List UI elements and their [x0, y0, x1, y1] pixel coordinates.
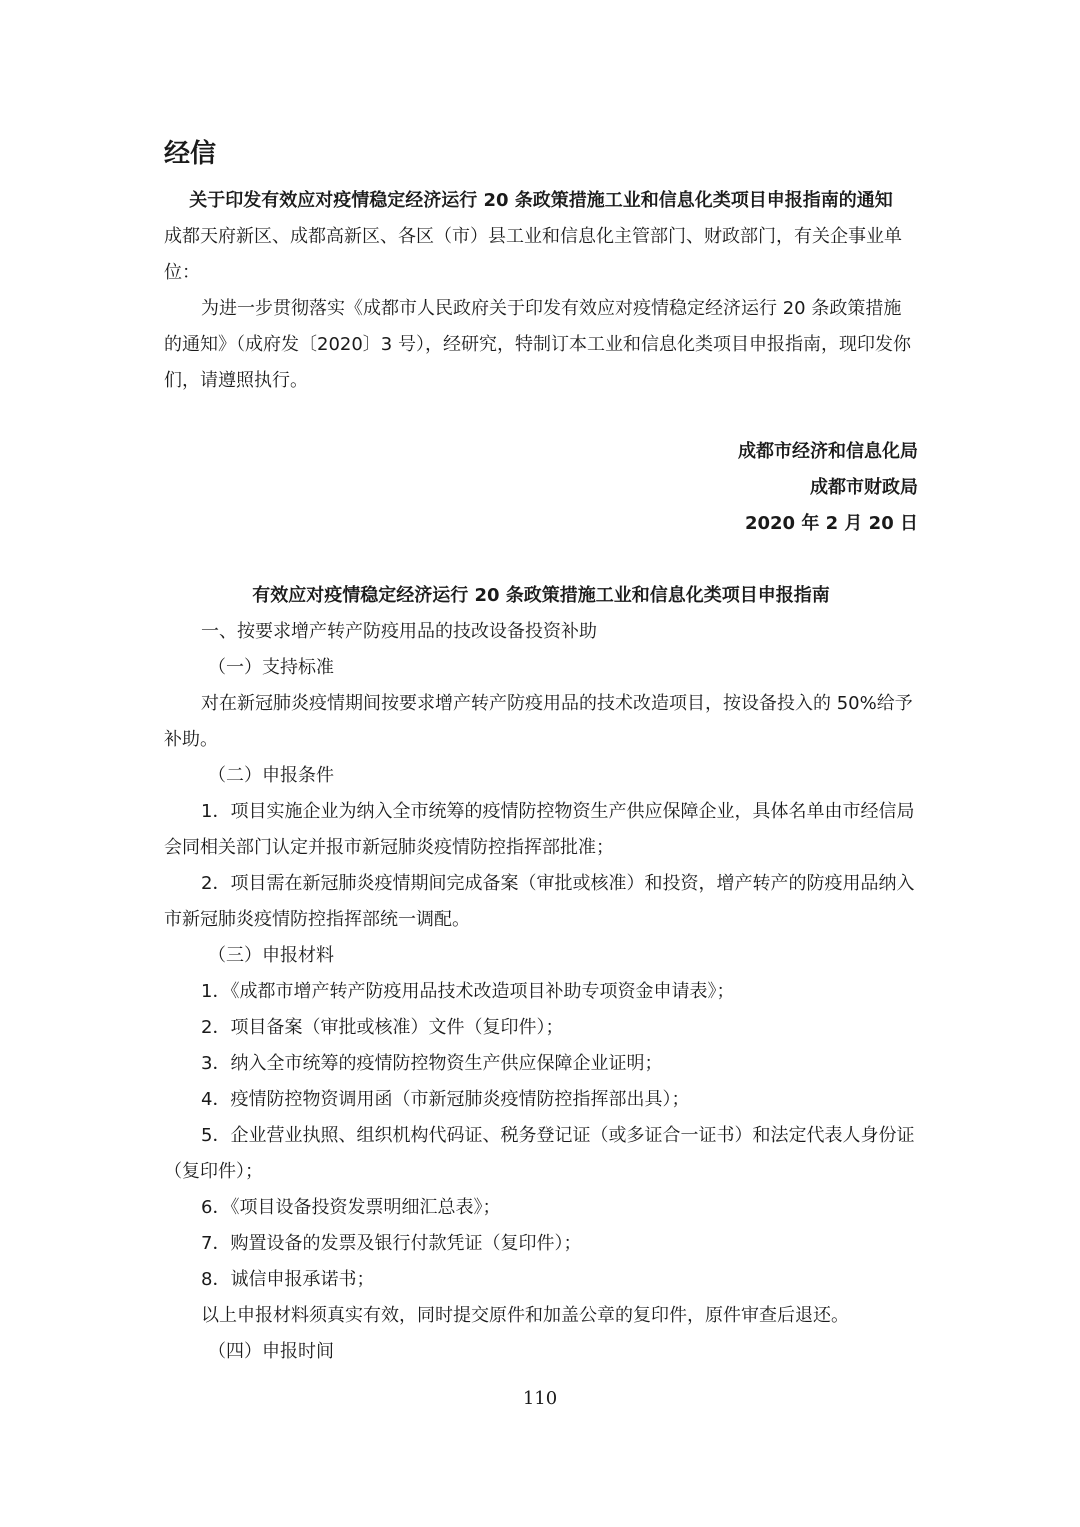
material-item: 6．《项目设备投资发票明细汇总表》；	[201, 1197, 501, 1218]
material-item: 7．购置设备的发票及银行付款凭证（复印件）；	[201, 1233, 582, 1254]
subheading-conditions: （二）申报条件	[208, 765, 334, 786]
condition-item: 1．项目实施企业为纳入全市统筹的疫情防控物资生产供应保障企业，具体名单由市经信局会同相关部门认定并报市新冠肺炎疫情防控指挥部批准；	[164, 801, 915, 858]
material-item: 8．诚信申报承诺书；	[201, 1269, 375, 1290]
page-number: 110	[522, 1388, 558, 1409]
material-item: 5．企业营业执照、组织机构代码证、税务登记证（或多证合一证书）和法定代表人身份证（复印件）；	[164, 1125, 915, 1182]
condition-item: 2．项目需在新冠肺炎疫情期间完成备案（审批或核准）和投资，增产转产的防疫用品纳入市新冠肺炎疫情防控指挥部统一调配。	[164, 873, 915, 930]
subheading-standard: （一）支持标准	[208, 657, 334, 678]
materials-note: 以上申报材料须真实有效，同时提交原件和加盖公章的复印件，原件审查后退还。	[201, 1305, 849, 1326]
signature-bureau-economy: 成都市经济和信息化局	[738, 441, 918, 462]
guide-title: 有效应对疫情稳定经济运行 20 条政策措施工业和信息化类项目申报指南	[252, 585, 830, 606]
material-item: 2．项目备案（审批或核准）文件（复印件）；	[201, 1017, 564, 1038]
section-title: 经信	[164, 139, 217, 169]
standard-text: 对在新冠肺炎疫情期间按要求增产转产防疫用品的技术改造项目，按设备投入的 50%给予补助。	[164, 693, 913, 750]
section-heading-one: 一、按要求增产转产防疫用品的技改设备投资补助	[201, 621, 597, 642]
material-item: 3．纳入全市统筹的疫情防控物资生产供应保障企业证明；	[201, 1053, 663, 1074]
notice-title: 关于印发有效应对疫情稳定经济运行 20 条政策措施工业和信息化类项目申报指南的通知	[189, 190, 893, 211]
signature-bureau-finance: 成都市财政局	[810, 477, 918, 498]
signature-date: 2020 年 2 月 20 日	[744, 513, 918, 534]
notice-body: 为进一步贯彻落实《成都市人民政府关于印发有效应对疫情稳定经济运行 20 条政策措施的通知》（成府发〔2020〕3 号），经研究，特制订本工业和信息化类项目申报指南，现印发你们，请遵照执行。	[164, 298, 911, 391]
material-item: 4．疫情防控物资调用函（市新冠肺炎疫情防控指挥部出具）；	[201, 1089, 690, 1110]
addressee: 成都天府新区、成都高新区、各区（市）县工业和信息化主管部门、财政部门，有关企事业单位：	[164, 226, 902, 283]
material-item: 1．《成都市增产转产防疫用品技术改造项目补助专项资金申请表》；	[201, 981, 735, 1002]
subheading-materials: （三）申报材料	[208, 945, 334, 966]
subheading-time: （四）申报时间	[208, 1341, 334, 1362]
